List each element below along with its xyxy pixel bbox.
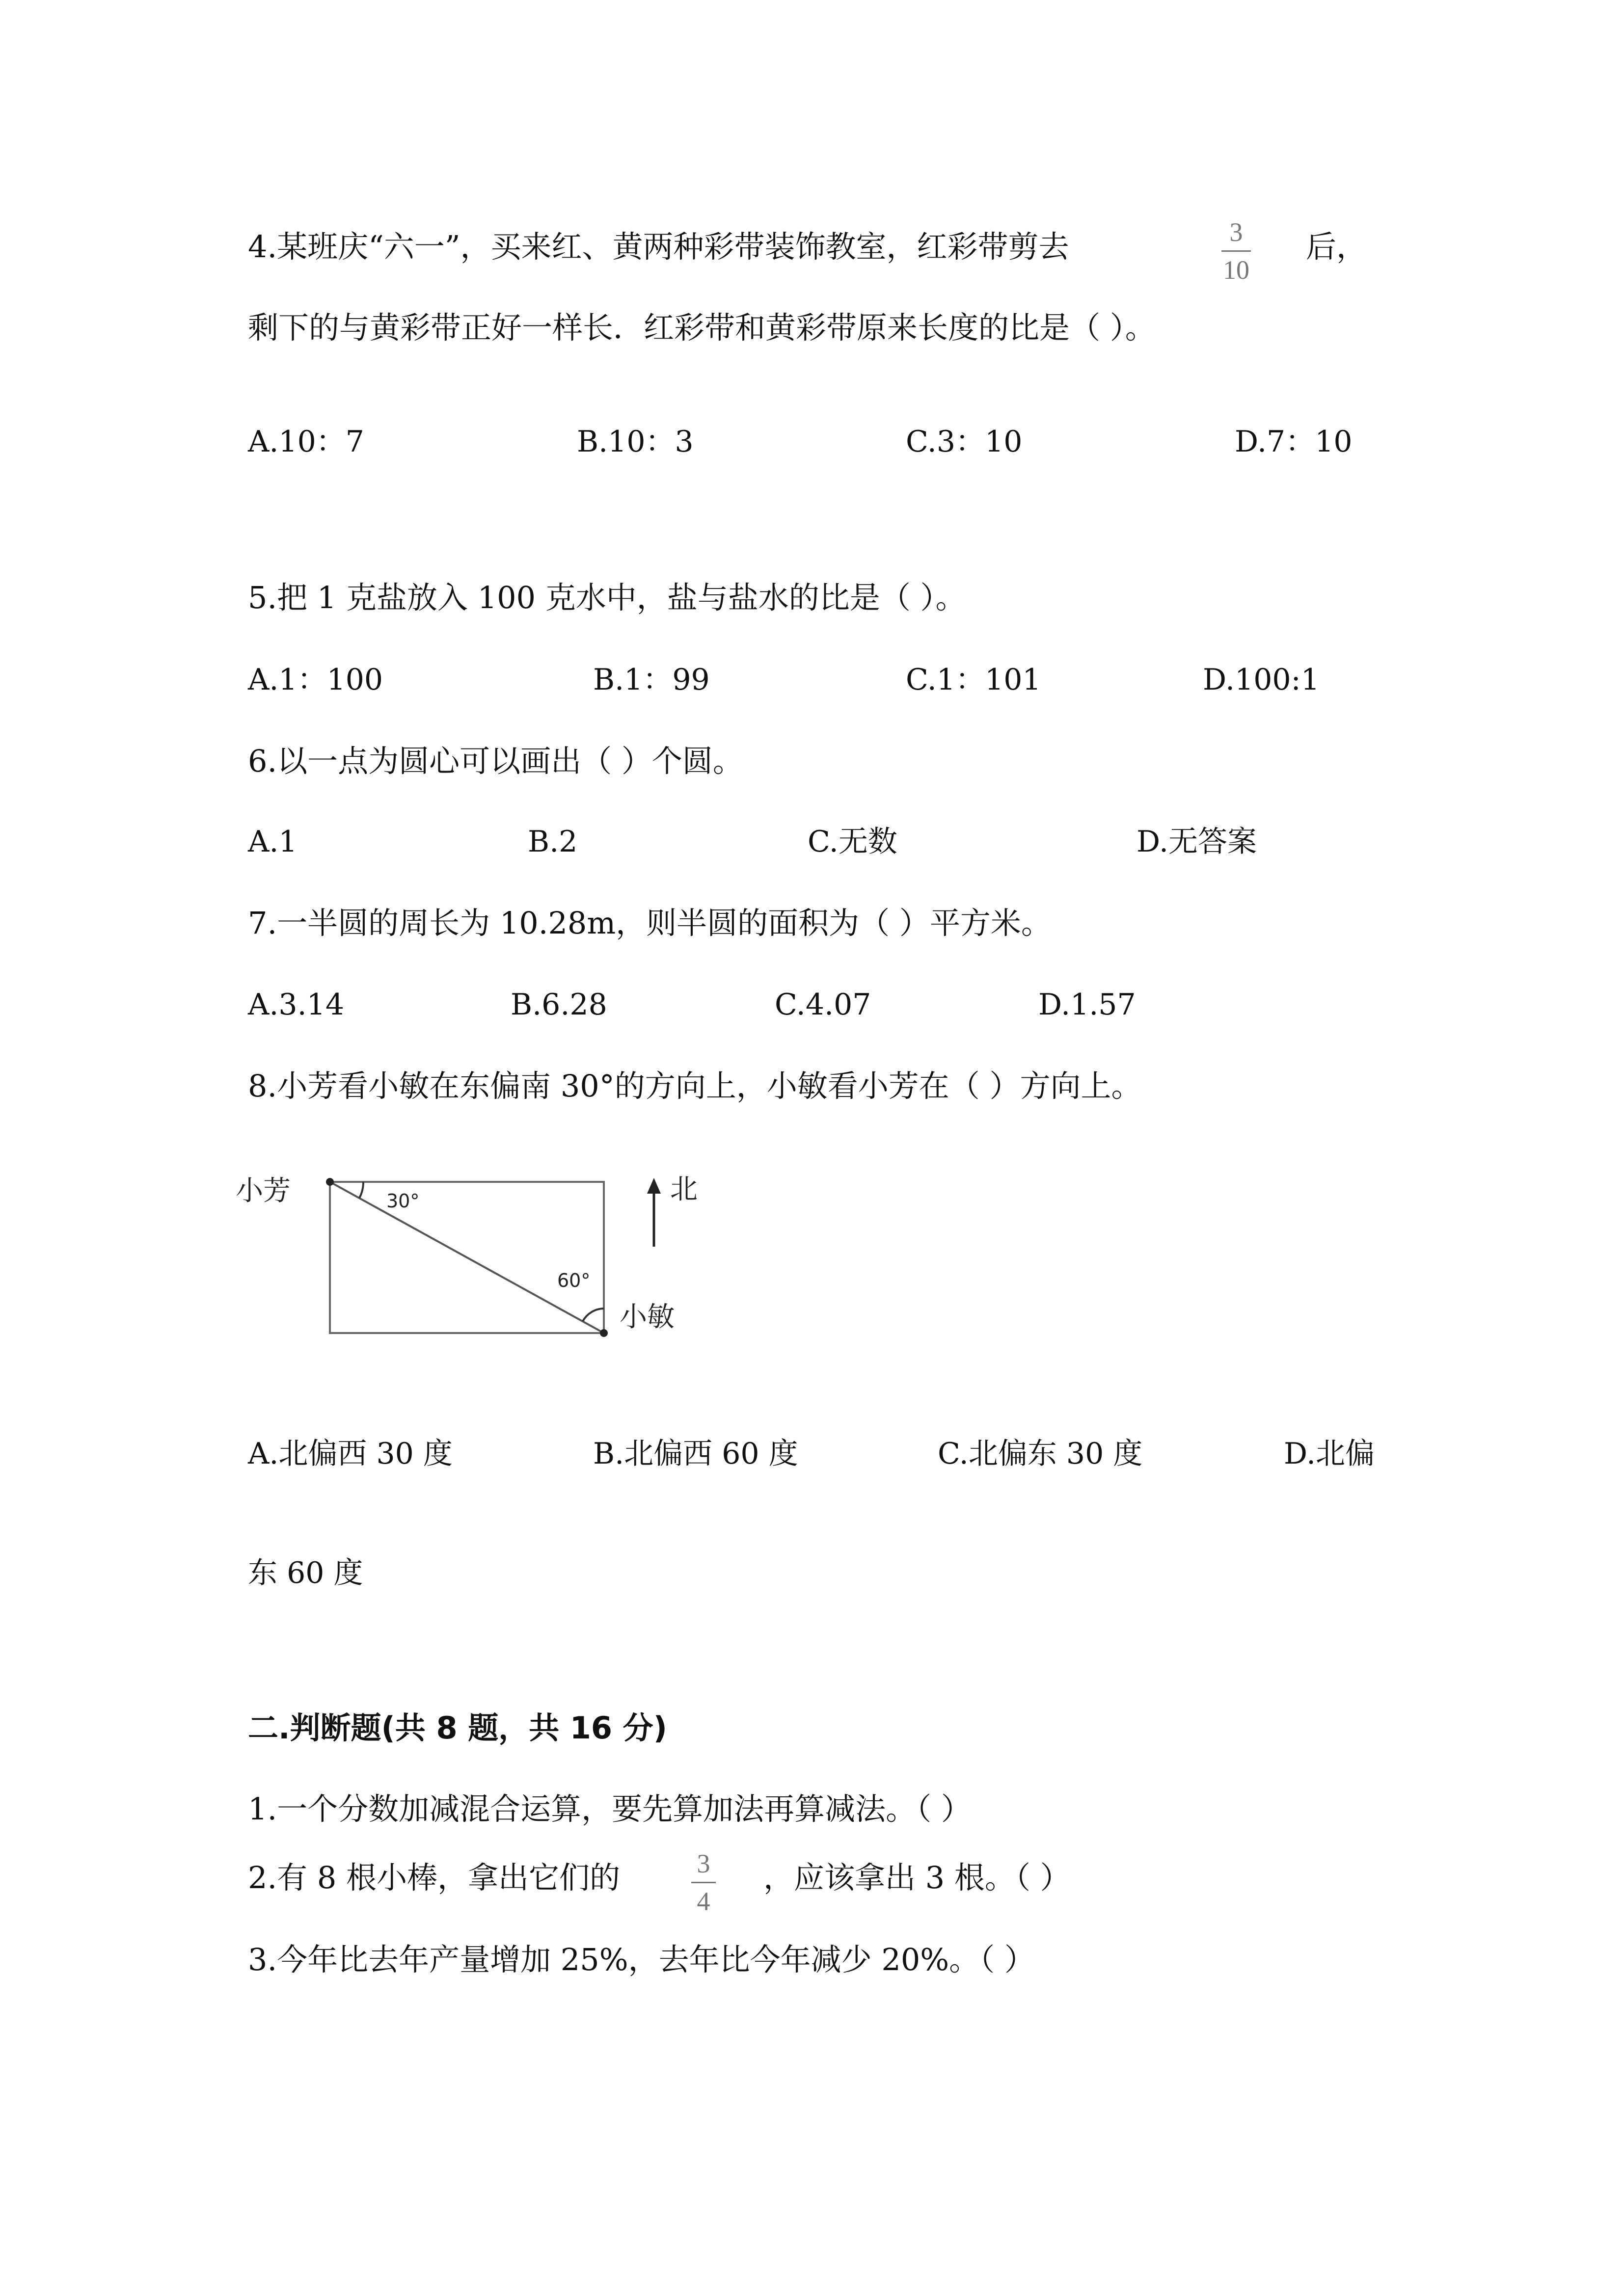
q6-option-d[interactable]: D.无答案 bbox=[1137, 825, 1257, 859]
q4-text-line2: 剩下的与黄彩带正好一样长．红彩带和黄彩带原来长度的比是（ ）。 bbox=[248, 310, 1156, 346]
angle-arc-bottom bbox=[583, 1308, 604, 1321]
q6-option-a[interactable]: A.1 bbox=[248, 825, 298, 859]
point-xiaofang bbox=[326, 1178, 334, 1186]
q7-option-b[interactable]: B.6.28 bbox=[511, 988, 607, 1022]
q6-option-b[interactable]: B.2 bbox=[528, 825, 578, 859]
section2-title: 二.判断题(共 8 题，共 16 分) bbox=[248, 1710, 667, 1746]
judge-item-2-text: 2.有 8 根小棒，拿出它们的 bbox=[248, 1860, 621, 1896]
q4-text-line1: 4.某班庆“六一”，买来红、黄两种彩带装饰教室，红彩带剪去 bbox=[248, 229, 1069, 265]
q4-fraction bbox=[1221, 219, 1251, 283]
q8-option-d-continued: 东 60 度 bbox=[248, 1556, 363, 1590]
judge-item-2-numerator: 3 bbox=[697, 1849, 710, 1878]
q5-option-c[interactable]: C.1：101 bbox=[906, 663, 1041, 697]
point-xiaomin bbox=[600, 1329, 608, 1337]
q6-text: 6.以一点为圆心可以画出（ ）个圆。 bbox=[248, 743, 743, 779]
q7-option-d[interactable]: D.1.57 bbox=[1038, 988, 1136, 1022]
angle-label-top: 30° bbox=[386, 1190, 420, 1212]
judge-item-2-fraction bbox=[691, 1850, 716, 1915]
q4-option-a[interactable]: A.10：7 bbox=[248, 425, 364, 459]
q6-option-c[interactable]: C.无数 bbox=[808, 825, 897, 859]
q7-text: 7.一半圆的周长为 10.28m，则半圆的面积为（ ）平方米。 bbox=[248, 905, 1052, 941]
q8-option-c[interactable]: C.北偏东 30 度 bbox=[938, 1437, 1143, 1471]
q5-text: 5.把 1 克盐放入 100 克水中，盐与盐水的比是（ ）。 bbox=[248, 580, 966, 615]
q4-option-c[interactable]: C.3：10 bbox=[906, 425, 1023, 459]
label-xiaofang: 小芳 bbox=[236, 1175, 291, 1207]
judge-item-2-fraction-bar bbox=[691, 1882, 716, 1883]
q8-text: 8.小芳看小敏在东偏南 30°的方向上，小敏看小芳在（ ）方向上。 bbox=[248, 1068, 1142, 1104]
q8-option-b[interactable]: B.北偏西 60 度 bbox=[593, 1437, 798, 1471]
q4-fraction-numerator: 3 bbox=[1229, 217, 1243, 247]
judge-item-2-denominator: 4 bbox=[697, 1887, 710, 1916]
angle-arc-top bbox=[359, 1182, 363, 1198]
label-xiaomin: 小敏 bbox=[620, 1301, 675, 1333]
q7-option-a[interactable]: A.3.14 bbox=[248, 988, 344, 1022]
q4-option-d[interactable]: D.7：10 bbox=[1235, 425, 1353, 459]
label-north: 北 bbox=[670, 1174, 698, 1205]
q4-fraction-bar bbox=[1221, 250, 1251, 252]
judge-item-2-text-after: ，应该拿出 3 根。（ ） bbox=[763, 1860, 1071, 1896]
q8-option-d[interactable]: D.北偏 bbox=[1284, 1437, 1375, 1471]
judge-item-1: 1.一个分数加减混合运算，要先算加法再算减法。（ ） bbox=[248, 1791, 972, 1827]
q4-fraction-denominator: 10 bbox=[1223, 255, 1249, 285]
diagram-diagonal bbox=[330, 1182, 604, 1333]
q5-option-b[interactable]: B.1：99 bbox=[593, 663, 710, 697]
q8-direction-diagram bbox=[236, 1163, 707, 1350]
judge-item-3: 3.今年比去年产量增加 25%，去年比今年减少 20%。（ ） bbox=[248, 1942, 1035, 1977]
q8-option-a[interactable]: A.北偏西 30 度 bbox=[248, 1437, 453, 1471]
north-arrow-icon bbox=[647, 1178, 661, 1194]
angle-label-bottom: 60° bbox=[557, 1270, 591, 1291]
q5-option-d[interactable]: D.100:1 bbox=[1203, 663, 1320, 697]
q4-text-after-fraction: 后， bbox=[1306, 229, 1367, 265]
q7-option-c[interactable]: C.4.07 bbox=[775, 988, 871, 1022]
q4-option-b[interactable]: B.10：3 bbox=[577, 425, 694, 459]
q5-option-a[interactable]: A.1：100 bbox=[248, 663, 383, 697]
